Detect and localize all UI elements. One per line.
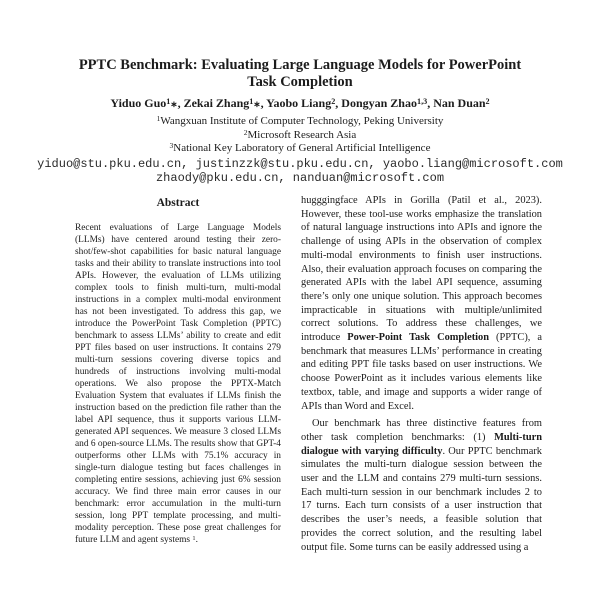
paper-title-line-2: Task Completion [247,74,353,90]
intro-paragraph-features: Our benchmark has three distinctive features from other task completion benchmarks: (1) Multi-turn dialogue with varying difficulty. Our PPTC benchmark simulates the multi-turn dialogue session between the user and the LLM and contains 279 multi-turn sessions. Each multi-turn session in our benchmark includes 2 to 17 turns. Each turn consists of a user instruction that describes the user’s needs, a feasible solution that provides the correct solution, and the resulting label output file. Some turns can be easily addressed using a [301,418,542,553]
abstract-heading: Abstract [156,197,200,209]
author-line: Yiduo Guo$^1$∗, Zekai Zhang$^1$∗, Yaobo Liang$^2$, Dongyan Zhao$^{1,3}$, Nan Duan$^2$ [110,96,490,110]
paper-title [0,57,600,91]
introduction-column [301,194,542,600]
paper-title-line-1: PPTC Benchmark: Evaluating Large Language Models for PowerPoint [78,57,522,73]
affiliation-block [0,115,600,156]
email-line-2: zhaody@pku.edu.cn, nanduan@microsoft.com [155,170,445,185]
email-line-1: yiduo@stu.pku.edu.cn, justinzzk@stu.pku.edu.cn, yaobo.liang@microsoft.com [37,157,563,171]
email-block [0,158,600,185]
affiliation-1: $^1$Wangxuan Institute of Computer Technology, Peking University [156,114,444,127]
intro-paragraph-continuation: hugggingface APIs in Gorilla (Patil et al., 2023). However, these tool-use works emphasize the translation of natural language instructions into APIs and ignore the challenge of using APIs in the observation of complex multi-modal environments to finish user instructions. Also, their evaluation approach focuses on comparing the generated APIs with the label API sequence, assuming there’s only one unique solution. This approach becomes impracticable in situations with multiple/unlimited correct solutions. To address these challenges, we introduce Power-Point Task Completion (PPTC), a benchmark that measures LLMs’ performance in creating and editing PPT file tasks based on user instructions. We choose PowerPoint as it includes various elements like textbox, table, and image and supports a wider range of APIs than Word and Excel. [301,195,542,412]
affiliation-2: $^2$Microsoft Research Asia [243,127,357,141]
abstract-text: Recent evaluations of Large Language Models (LLMs) have centered around testing their zero-shot/few-shot capabilities for basic natural language tasks and their ability to translate instructions into tool APIs. However, the evaluation of LLMs utilizing complex tools to finish multi-turn, multi-modal instructions in a complex multi-modal environment has not been investigated. To address this gap, we introduce the PowerPoint Task Completion (PPTC) benchmark to assess LLMs’ ability to create and edit PPT files based on user instructions. It contains 279 multi-turn sessions covering diverse topics and hundreds of instructions involving multi-modal operations. We also propose the PPTX-Match Evaluation System that evaluates if LLMs finish the instruction based on the prediction file rather than the label API sequence, thus it supports various LLM-generated API sequences. We measure 3 closed LLMs and 6 open-source LLMs. The results show that GPT-4 outperforms other LLMs with 75.1% accuracy in single-turn dialogue testing but faces challenges in completing entire sessions, achieving just 6% session accuracy. We find three main error causes in our benchmark: error accumulation in the multi-turn session, long PPT template processing, and multi-modality perception. These pose great challenges for future LLM and agent systems $^1$. [75,223,281,545]
abstract-column [75,197,281,546]
affiliation-3: $^3$National Key Laboratory of General Artificial Intelligence [169,141,431,154]
